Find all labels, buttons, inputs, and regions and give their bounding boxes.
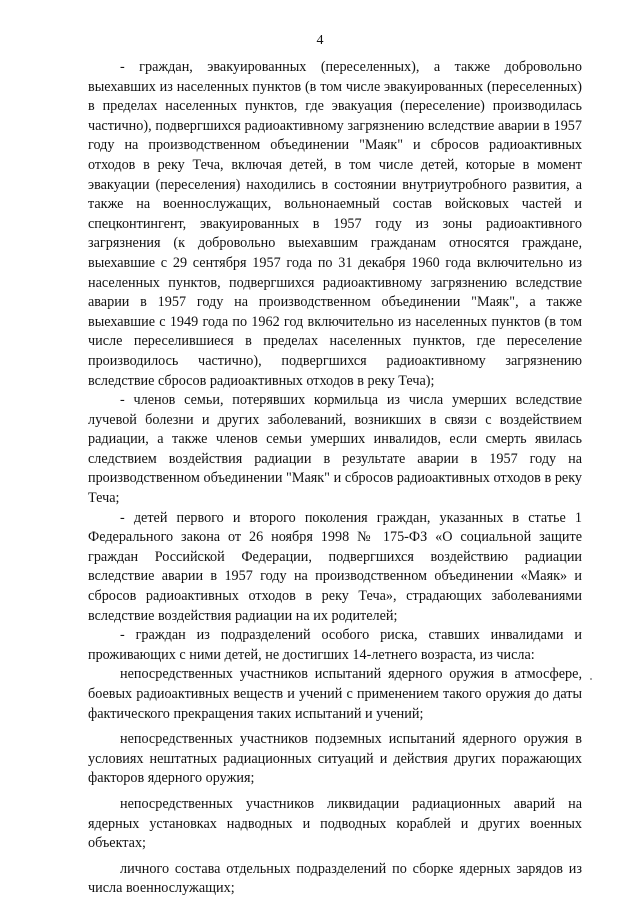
paragraph-underground-tests-participants: непосредственных участников подземных испытаний ядерного оружия в условиях нештатных радиационных ситуаций и действия других поражающих факторов ядерного оружия; [88,731,582,787]
document-body [88,58,582,899]
scan-dot [590,678,592,680]
paragraph-evacuated-citizens: - граждан, эвакуированных (переселенных), а также добровольно выехавших из населенных пунктов (в том числе эвакуированных (переселенных) в пределах населенных пунктов, где эвакуация (переселение) производилась частично), подвергшихся радиоактивному загрязнению вследствие аварии в 1957 году на производственном объединении "Маяк" и сбросов радиоактивных отходов в реку Теча, включая детей, в том числе детей, которые в момент эвакуации (переселения) находились в состоянии внутриутробного развития, а также на военнослужащих, вольнонаемный состав войсковых частей и спецконтингент, эвакуированных в 1957 году из зоны радиоактивного загрязнения (к добровольно выехавшим гражданам относятся граждане, выехавшие с 29 сентября 1957 года по 31 декабря 1960 года включительно из населенных пунктов, подвергшихся радиоактивному загрязнению вследствие аварии в 1957 году на производственном объединении "Маяк", а также выехавшие с 1949 года по 1962 год включительно из населенных пунктов (в том числе переселившиеся в пределах населенных пунктов, где переселение производилось частично), подвергшихся радиоактивному загрязнению вследствие сбросов радиоактивных отходов в реку Теча); [88,59,582,389]
paragraph-special-risk-units: - граждан из подразделений особого риска, ставших инвалидами и проживающих с ними детей, не достигших 14-летнего возраста, из числа: [88,627,582,663]
paragraph-assembly-personnel: личного состава отдельных подразделений по сборке ядерных зарядов из числа военнослужащих; [88,860,582,897]
paragraph-accident-liquidation-participants: непосредственных участников ликвидации радиационных аварий на ядерных установках надводных и подводных кораблей и других военных объектах; [88,795,582,852]
paragraph-family-members: - членов семьи, потерявших кормильца из числа умерших вследствие лучевой болезни и других заболеваний, возникших в связи с воздействием радиации, а также членов семьи умерших инвалидов, если смерть явилась следствием воздействия радиации в результате аварии в 1957 году на производственном объединении "Маяк" и сбросов радиоактивных отходов в реку Теча; [88,392,582,507]
paragraph-children-generations: - детей первого и второго поколения граждан, указанных в статье 1 Федерального закона от 26 ноября 1998 № 175-ФЗ «О социальной защите граждан Российской Федерации, подвергшихся воздействию радиации вследствие аварии в 1957 году на производственном объединении «Маяк» и сбросов радиоактивных отходов в реку Теча», страдающих заболеваниями вследствие воздействия радиации на их родителей; [88,509,582,624]
page-number: 4 [316,33,324,48]
paragraph-nuclear-tests-participants: непосредственных участников испытаний ядерного оружия в атмосфере, боевых радиоактивных веществ и учений с применением такого оружия до даты фактического прекращения таких испытаний и учений; [88,666,582,722]
